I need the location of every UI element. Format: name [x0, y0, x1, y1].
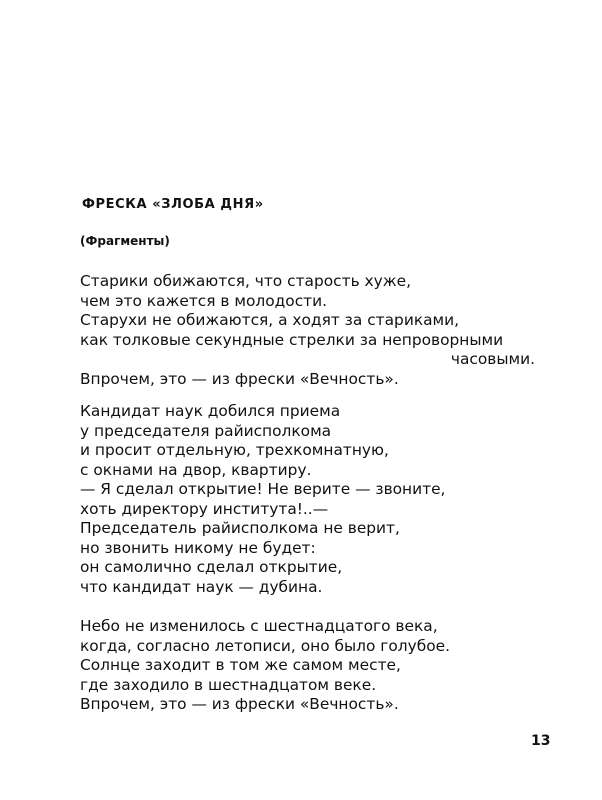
- poem-title: ФРЕСКА «ЗЛОБА ДНЯ»: [82, 197, 264, 212]
- verse-line: он самолично сделал открытие,: [80, 558, 343, 576]
- verse-line-continuation: часовыми.: [450, 350, 535, 368]
- verse-line: но звонить никому не будет:: [80, 538, 316, 557]
- verse-line: с окнами на двор, квартиру.: [80, 460, 312, 479]
- verse-line: Впрочем, это — из фрески «Вечность».: [80, 695, 399, 713]
- verse-line: когда, согласно летописи, оно было голубое.: [80, 636, 451, 655]
- verse-line: и просит отдельную, трехкомнатную,: [80, 441, 389, 459]
- stanza-3: [80, 617, 550, 715]
- verse-line: Впрочем, это — из фрески «Вечность».: [80, 369, 399, 388]
- verse-line: Солнце заходит в том же самом месте,: [80, 656, 401, 674]
- verse-line: хоть директору института!..—: [80, 499, 329, 518]
- verse-line: Кандидат наук добился приема: [80, 402, 341, 420]
- stanza-2: [80, 402, 550, 597]
- verse-line: Старухи не обижаются, а ходят за стариками,: [80, 311, 460, 329]
- verse-line: как толковые секундные стрелки за непроворными: [80, 330, 504, 349]
- poem-subtitle: (Фрагменты): [80, 234, 170, 248]
- verse-line: что кандидат наук — дубина.: [80, 577, 323, 596]
- verse-line: чем это кажется в молодости.: [80, 291, 328, 310]
- verse-line: Небо не изменилось с шестнадцатого века,: [80, 617, 438, 635]
- page-number: 13: [531, 733, 551, 749]
- verse-line: где заходило в шестнадцатом веке.: [80, 675, 377, 694]
- verse-line: Старики обижаются, что старость хуже,: [80, 272, 411, 290]
- verse-line: — Я сделал открытие! Не верите — звоните,: [80, 480, 446, 498]
- verse-line: Председатель райисполкома не верит,: [80, 519, 400, 537]
- verse-line: у председателя райисполкома: [80, 421, 332, 440]
- stanza-1: [80, 272, 550, 389]
